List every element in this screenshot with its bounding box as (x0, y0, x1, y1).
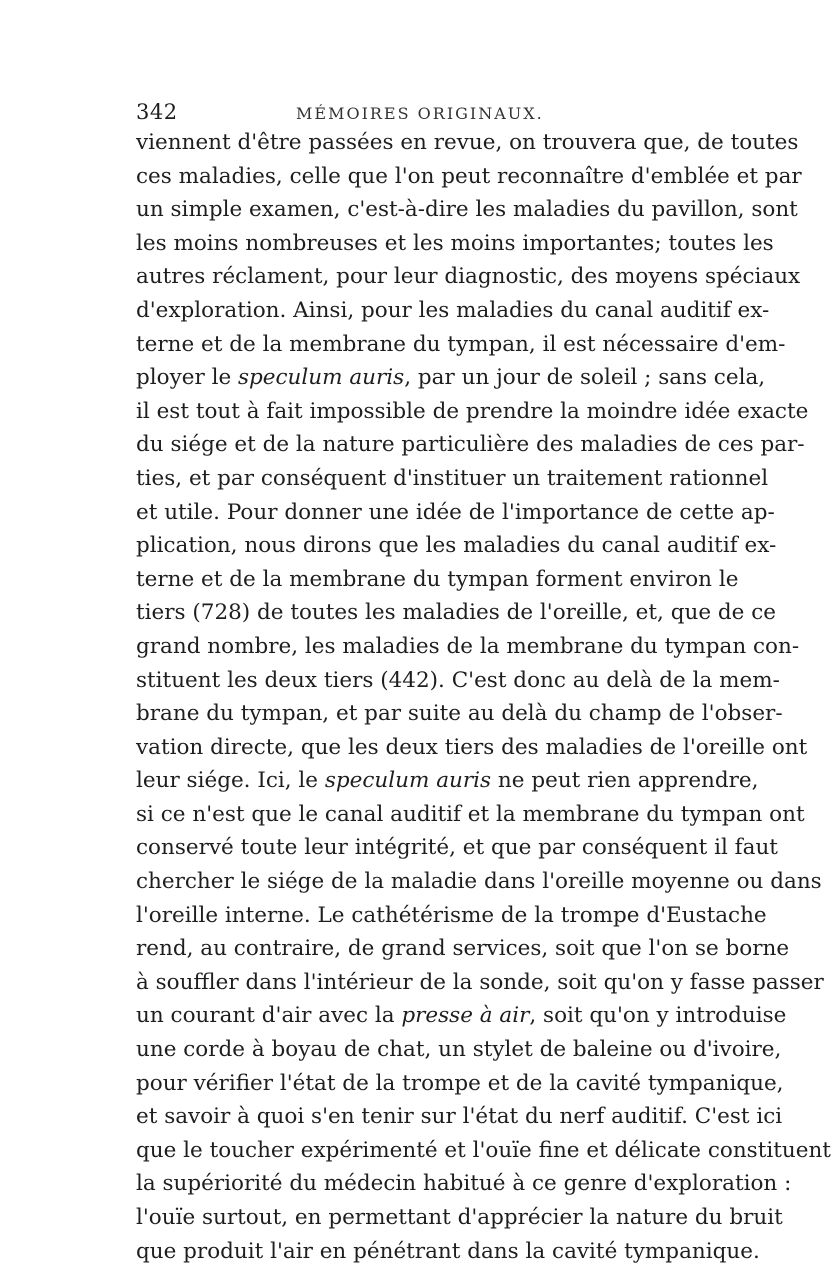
text-segment: rend, au contraire, de grand services, soit que l'on se borne (136, 936, 790, 962)
text-line (136, 1033, 782, 1067)
text-segment: l'oreille interne. Le cathétérisme de la trompe d'Eustache (136, 902, 767, 928)
text-line (136, 999, 787, 1033)
running-title: MÉMOIRES ORIGINAUX. (296, 104, 544, 123)
text-line (136, 697, 783, 731)
text-segment: un courant d'air avec la (136, 1003, 402, 1029)
italic-term: speculum auris (238, 365, 405, 391)
text-segment: à souffler dans l'intérieur de la sonde, soit qu'on y fasse passer (136, 969, 824, 995)
text-line (136, 126, 799, 160)
text-line (136, 1100, 783, 1134)
text-segment: chercher le siége de la maladie dans l'oreille moyenne ou dans (136, 869, 822, 895)
text-line (136, 1235, 760, 1268)
text-line (136, 596, 776, 630)
text-line (136, 932, 790, 966)
text-segment: ces maladies, celle que l'on peut reconnaître d'emblée et par (136, 163, 802, 189)
text-segment: brane du tympan, et par suite au delà du champ de l'obser- (136, 701, 783, 727)
text-segment: vation directe, que les deux tiers des maladies de l'oreille ont (136, 734, 808, 760)
text-segment: si ce n'est que le canal auditif et la membrane du tympan ont (136, 801, 805, 827)
text-segment: un simple examen, c'est-à-dire les maladies du pavillon, sont (136, 197, 798, 223)
text-segment: conservé toute leur intégrité, et que par conséquent il faut (136, 835, 778, 861)
text-line (136, 1167, 792, 1201)
text-segment: les moins nombreuses et les moins importantes; toutes les (136, 230, 774, 256)
text-segment: il est tout à fait impossible de prendre la moindre idée exacte (136, 398, 809, 424)
text-line (136, 1067, 784, 1101)
body-text (136, 126, 831, 1268)
text-segment: stituent les deux tiers (442). C'est donc au delà de la mem- (136, 667, 780, 693)
text-line (136, 395, 809, 429)
text-line (136, 160, 802, 194)
text-segment: que le toucher expérimenté et l'ouïe fine et délicate constituent (136, 1137, 831, 1163)
text-line (136, 831, 778, 865)
text-line (136, 664, 780, 698)
text-line (136, 1134, 831, 1168)
text-segment: que produit l'air en pénétrant dans la cavité tympanique. (136, 1238, 760, 1264)
text-line (136, 1201, 783, 1235)
text-segment: l'ouïe surtout, en permettant d'apprécier la nature du bruit (136, 1205, 783, 1230)
text-line (136, 899, 767, 933)
text-segment: et savoir à quoi s'en tenir sur l'état du nerf auditif. C'est ici (136, 1104, 783, 1130)
text-line (136, 798, 805, 832)
text-segment: , par un jour de soleil ; sans cela, (404, 365, 766, 391)
text-segment: autres réclament, pour leur diagnostic, des moyens spéciaux (136, 264, 801, 290)
text-segment: ployer le (136, 365, 238, 391)
text-line (136, 563, 739, 597)
text-line (136, 529, 777, 563)
page-header (136, 96, 680, 126)
text-segment: , soit qu'on y introduise (529, 1003, 787, 1029)
text-line (136, 865, 822, 899)
text-line (136, 966, 824, 1000)
text-line (136, 731, 808, 765)
text-line (136, 630, 800, 664)
text-segment: d'exploration. Ainsi, pour les maladies du canal auditif ex- (136, 297, 770, 323)
text-line (136, 496, 775, 530)
text-line (136, 193, 798, 227)
text-segment: la supériorité du médecin habitué à ce genre d'exploration : (136, 1171, 792, 1197)
text-line (136, 227, 774, 261)
text-segment: grand nombre, les maladies de la membrane du tympan con- (136, 633, 800, 659)
italic-term: speculum auris (324, 768, 492, 794)
text-line (136, 764, 759, 798)
page-number: 342 (136, 100, 178, 124)
text-line (136, 328, 786, 362)
text-segment: terne et de la membrane du tympan, il est nécessaire d'em- (136, 331, 786, 357)
text-line (136, 428, 805, 462)
text-segment: et utile. Pour donner une idée de l'importance de cette ap- (136, 499, 775, 525)
text-segment: plication, nous dirons que les maladies du canal auditif ex- (136, 533, 777, 559)
text-segment: une corde à boyau de chat, un stylet de baleine ou d'ivoire, (136, 1037, 782, 1063)
text-line (136, 260, 801, 294)
text-segment: ties, et par conséquent d'instituer un traitement rationnel (136, 465, 769, 491)
text-segment: du siége et de la nature particulière des maladies de ces par- (136, 432, 805, 458)
text-segment: ne peut rien apprendre, (491, 768, 759, 794)
text-line (136, 462, 769, 496)
text-segment: leur siége. Ici, le (136, 768, 325, 794)
text-segment: viennent d'être passées en revue, on trouvera que, de toutes (136, 130, 799, 155)
text-segment: tiers (728) de toutes les maladies de l'oreille, et, que de ce (136, 600, 776, 626)
text-line (136, 294, 770, 328)
text-line (136, 361, 766, 395)
text-segment: terne et de la membrane du tympan forment environ le (136, 566, 739, 592)
italic-term: presse à air (401, 1003, 530, 1029)
text-segment: pour vérifier l'état de la trompe et de la cavité tympanique, (136, 1070, 784, 1096)
